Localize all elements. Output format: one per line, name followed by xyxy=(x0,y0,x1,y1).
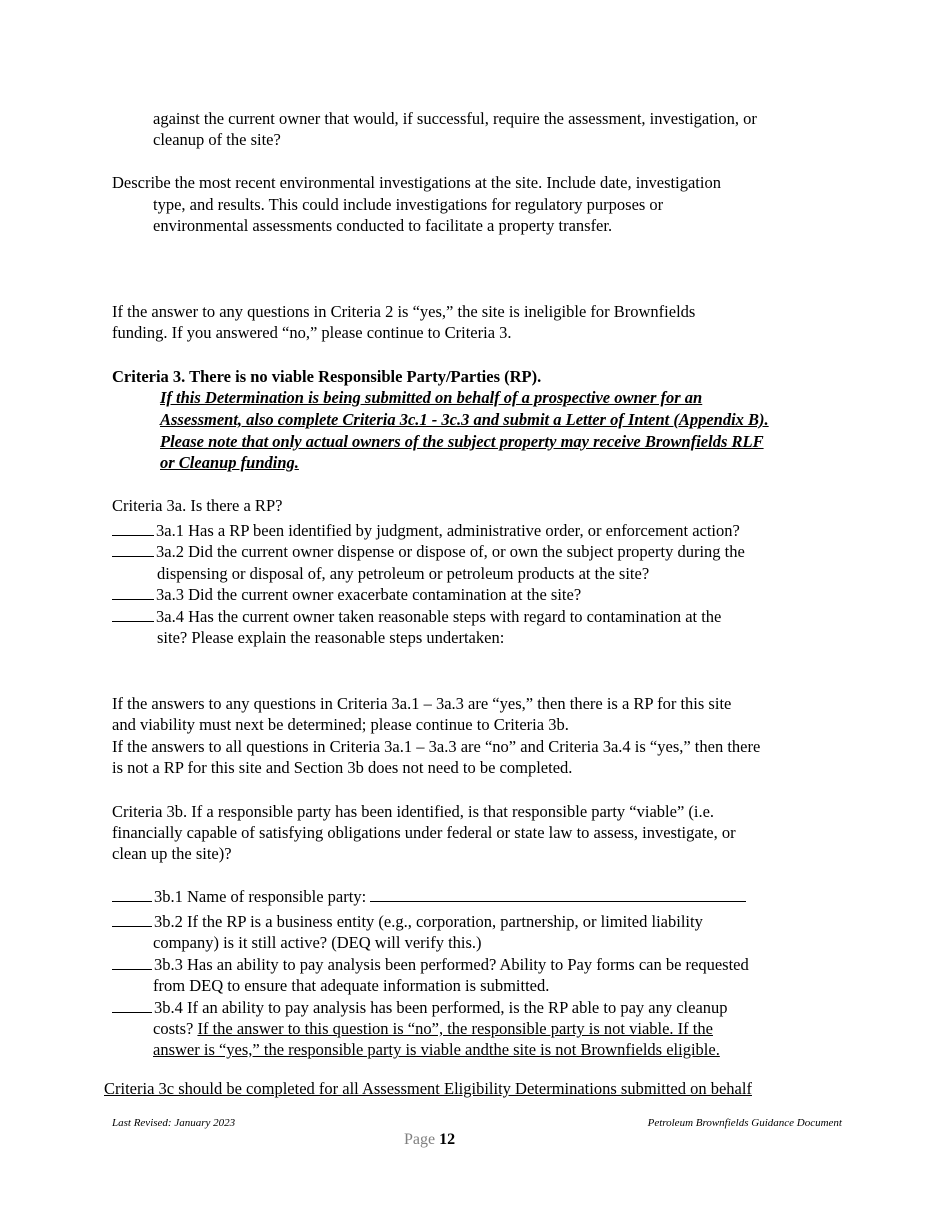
criteria3b-q1-text: 3b.1 Name of responsible party: xyxy=(154,887,367,906)
criteria3-note-line-3: Please note that only actual owners of the subject property may receive Brownfields RLF xyxy=(160,432,764,451)
answer-blank-3b1[interactable] xyxy=(112,887,152,902)
criteria3a-item-3 xyxy=(112,584,581,606)
criteria3a-q3-text: 3a.3 Did the current owner exacerbate contamination at the site? xyxy=(156,585,582,604)
criteria3-heading: Criteria 3. There is no viable Responsible Party/Parties (RP). xyxy=(112,367,542,386)
describe-line-3: environmental assessments conducted to facilitate a property transfer. xyxy=(153,216,613,235)
criteria3a-question: Criteria 3a. Is there a RP? xyxy=(112,496,283,515)
criteria3a-note-line-1: If the answers to any questions in Criteria 3a.1 – 3a.3 are “yes,” then there is a RP for this site xyxy=(112,694,732,713)
footer-last-revised: Last Revised: January 2023 xyxy=(112,1117,236,1129)
criteria3a-note-line-2: and viability must next be determined; please continue to Criteria 3b. xyxy=(112,715,569,734)
criteria3b-q4-text-3: answer is “yes,” the responsible party is viable andthe site is not Brownfields eligible. xyxy=(153,1040,720,1059)
intro-line-2: cleanup of the site? xyxy=(153,130,281,149)
answer-blank-3b4[interactable] xyxy=(112,998,152,1013)
criteria3b-q4-viability-note: If the answer to this question is “no”, the responsible party is not viable. If the xyxy=(197,1019,713,1038)
criteria3b-item-1 xyxy=(112,886,746,908)
criteria3a-note-line-3: If the answers to all questions in Criteria 3a.1 – 3a.3 are “no” and Criteria 3a.4 is “yes,” then there xyxy=(112,737,761,756)
criteria3-note-line-4: or Cleanup funding. xyxy=(160,453,299,472)
answer-blank-3a3[interactable] xyxy=(112,585,154,600)
criteria3a-q4-text-2: site? Please explain the reasonable steps undertaken: xyxy=(157,628,505,647)
footer-document-title: Petroleum Brownfields Guidance Document xyxy=(647,1117,842,1129)
answer-blank-3b2[interactable] xyxy=(112,912,152,927)
intro-line-1: against the current owner that would, if successful, require the assessment, investigation, or xyxy=(153,109,757,128)
criteria3a-q2-text-1: 3a.2 Did the current owner dispense or dispose of, or own the subject property during the xyxy=(156,542,745,561)
criteria3-note-line-2: Assessment, also complete Criteria 3c.1 - 3c.3 and submit a Letter of Intent (Appendix B). xyxy=(160,410,769,429)
criteria3b-line-2: financially capable of satisfying obligations under federal or state law to assess, investigate, or xyxy=(112,823,736,842)
criteria3b-line-1: Criteria 3b. If a responsible party has been identified, is that responsible party “viable” (i.e. xyxy=(112,802,715,821)
criteria3b-line-3: clean up the site)? xyxy=(112,844,232,863)
answer-blank-3a1[interactable] xyxy=(112,521,154,536)
answer-blank-3a2[interactable] xyxy=(112,542,154,557)
criteria3a-q2-text-2: dispensing or disposal of, any petroleum or petroleum products at the site? xyxy=(157,564,650,583)
criteria2-note-line-2: funding. If you answered “no,” please continue to Criteria 3. xyxy=(112,323,512,342)
criteria3c-line: Criteria 3c should be completed for all Assessment Eligibility Determinations submitted on behalf xyxy=(104,1079,752,1098)
criteria3a-q4-text-1: 3a.4 Has the current owner taken reasonable steps with regard to contamination at the xyxy=(156,607,722,626)
criteria3a-item-2 xyxy=(112,541,745,563)
describe-line-1: Describe the most recent environmental investigations at the site. Include date, investigation xyxy=(112,173,721,192)
describe-line-2: type, and results. This could include investigations for regulatory purposes or xyxy=(153,195,664,214)
criteria3-note-line-1: If this Determination is being submitted on behalf of a prospective owner for an xyxy=(160,388,703,407)
criteria3b-q3-text-1: 3b.3 Has an ability to pay analysis been performed? Ability to Pay forms can be requested xyxy=(154,955,749,974)
page-number xyxy=(404,1131,455,1149)
criteria3b-item-4 xyxy=(112,997,728,1019)
answer-blank-3a4[interactable] xyxy=(112,607,154,622)
criteria3b-item-2 xyxy=(112,911,703,933)
criteria3b-item-3 xyxy=(112,954,749,976)
criteria3a-q1-text: 3a.1 Has a RP been identified by judgment, administrative order, or enforcement action? xyxy=(156,521,740,540)
criteria3b-q3-text-2: from DEQ to ensure that adequate information is submitted. xyxy=(153,976,550,995)
responsible-party-name-field[interactable] xyxy=(370,887,746,902)
answer-blank-3b3[interactable] xyxy=(112,955,152,970)
criteria3a-note-line-4: is not a RP for this site and Section 3b does not need to be completed. xyxy=(112,758,573,777)
criteria3b-q4-costs: costs? xyxy=(153,1019,198,1038)
criteria3b-q4-text-1: 3b.4 If an ability to pay analysis has been performed, is the RP able to pay any cleanup xyxy=(154,998,728,1017)
criteria3b-q2-text-2: company) is it still active? (DEQ will verify this.) xyxy=(153,933,482,952)
page-label: Page xyxy=(404,1131,436,1148)
page-number-value: 12 xyxy=(439,1131,456,1148)
criteria2-note-line-1: If the answer to any questions in Criteria 2 is “yes,” the site is ineligible for Brownfields xyxy=(112,302,696,321)
criteria3a-item-1 xyxy=(112,520,740,542)
criteria3b-q2-text-1: 3b.2 If the RP is a business entity (e.g., corporation, partnership, or limited liability xyxy=(154,912,703,931)
criteria3a-item-4 xyxy=(112,606,721,628)
criteria3b-q4-text-2 xyxy=(153,1018,713,1040)
